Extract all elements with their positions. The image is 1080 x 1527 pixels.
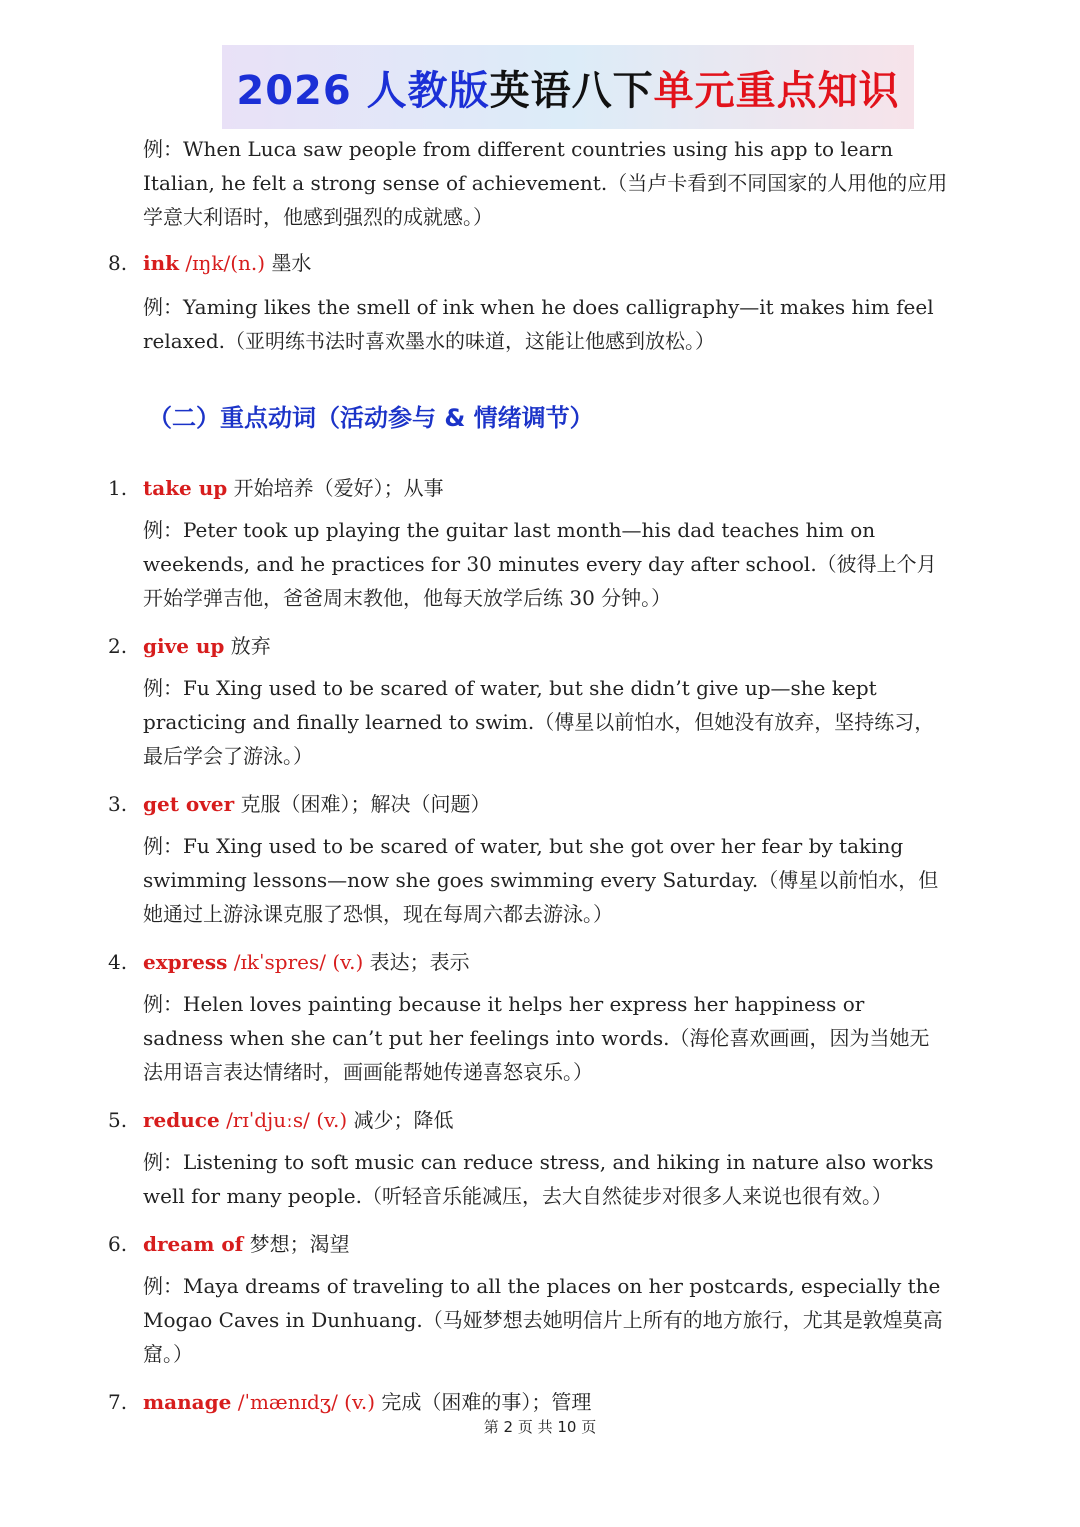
section-title: （二）重点动词（活动参与 & 情绪调节） xyxy=(148,404,594,432)
page-header-banner xyxy=(222,45,914,129)
vocab-meaning: 完成（困难的事）；管理 xyxy=(381,1390,592,1414)
vocab-phonetic: /ˈmænɪdʒ/ (v.) xyxy=(237,1390,376,1414)
document-body xyxy=(108,130,948,1417)
vocab-meaning: 减少；降低 xyxy=(353,1108,454,1132)
vocab-term: take up xyxy=(143,476,228,500)
vocab-phonetic: /rɪˈdjuːs/ (v.) xyxy=(226,1108,348,1132)
header-part-3: 单元重点知识 xyxy=(653,67,900,114)
top-example: 例：When Luca saw people from different countries using his app to learn Italian, he felt a strong sense of achievement.（当卢卡看到不同国家的人用他的应用学意大利语时，他感到强烈的成就感。） xyxy=(143,137,948,229)
vocab-term: reduce xyxy=(143,1108,220,1132)
item-number: 8. xyxy=(108,251,128,275)
item-number: 1. xyxy=(108,476,128,500)
vocab-term: manage xyxy=(143,1390,232,1414)
verb-item xyxy=(108,473,948,503)
vocab-term: get over xyxy=(143,792,235,816)
verb-item xyxy=(108,947,948,977)
vocab-example: 例：Fu Xing used to be scared of water, but she got over her fear by taking swimming lessons—now she goes swimming every Saturday.（傅星以前怕水，但她通过上游泳课克服了恐惧，现在每周六都去游泳。） xyxy=(143,834,939,926)
verb-list xyxy=(108,473,948,1417)
vocab-meaning: 克服（困难）；解决（问题） xyxy=(240,792,491,816)
vocab-phonetic: /ɪkˈspres/ (v.) xyxy=(233,950,364,974)
header-part-1: 2026 人教版 xyxy=(236,67,490,114)
verb-item xyxy=(108,1105,948,1135)
verb-item xyxy=(108,1387,948,1417)
verb-item xyxy=(108,631,948,661)
item-number: 4. xyxy=(108,950,128,974)
vocab-term: ink xyxy=(143,251,179,275)
vocab-example: 例：Peter took up playing the guitar last month—his dad teaches him on weekends, and he practices for 30 minutes every day after school.（彼得上个月开始学弹吉他，爸爸周末教他，他每天放学后练 30 分钟。） xyxy=(143,518,937,610)
vocab-example: 例：Maya dreams of traveling to all the places on her postcards, especially the Mogao Caves in Dunhuang.（马娅梦想去她明信片上所有的地方旅行，尤其是敦煌莫高窟。） xyxy=(143,1274,943,1366)
verb-item xyxy=(108,789,948,819)
item-number: 6. xyxy=(108,1232,128,1256)
vocab-meaning: 表达；表示 xyxy=(369,950,470,974)
item-number: 3. xyxy=(108,792,128,816)
vocab-meaning: 放弃 xyxy=(230,634,271,658)
vocab-term: dream of xyxy=(143,1232,244,1256)
vocab-example: 例：Listening to soft music can reduce stress, and hiking in nature also works well for many people.（听轻音乐能减压，去大自然徒步对很多人来说也很有效。） xyxy=(143,1150,934,1208)
vocab-meaning: 开始培养（爱好）；从事 xyxy=(233,476,444,500)
header-part-2: 英语八下 xyxy=(489,67,654,114)
vocab-term: express xyxy=(143,950,228,974)
vocab-example: 例：Yaming likes the smell of ink when he does calligraphy—it makes him feel relaxed.（亚明练书法时喜欢墨水的味道，这能让他感到放松。） xyxy=(143,295,934,353)
vocab-meaning: 墨水 xyxy=(271,251,312,275)
vocab-item-ink xyxy=(108,248,948,278)
vocab-example: 例：Helen loves painting because it helps her express her happiness or sadness when she can’t put her feelings into words.（海伦喜欢画画，因为当她无法用语言表达情绪时，画画能帮她传递喜怒哀乐。） xyxy=(143,992,930,1084)
vocab-meaning: 梦想；渴望 xyxy=(249,1232,350,1256)
vocab-example: 例：Fu Xing used to be scared of water, but she didn’t give up—she kept practicing and finally learned to swim.（傅星以前怕水，但她没有放弃，坚持练习，最后学会了游泳。） xyxy=(143,676,935,768)
vocab-phonetic: /ɪŋk/(n.) xyxy=(185,251,266,275)
vocab-term: give up xyxy=(143,634,225,658)
item-number: 7. xyxy=(108,1390,128,1414)
item-number: 5. xyxy=(108,1108,128,1132)
verb-item xyxy=(108,1229,948,1259)
page-footer: 第 2 页 共 10 页 xyxy=(483,1418,597,1436)
item-number: 2. xyxy=(108,634,128,658)
